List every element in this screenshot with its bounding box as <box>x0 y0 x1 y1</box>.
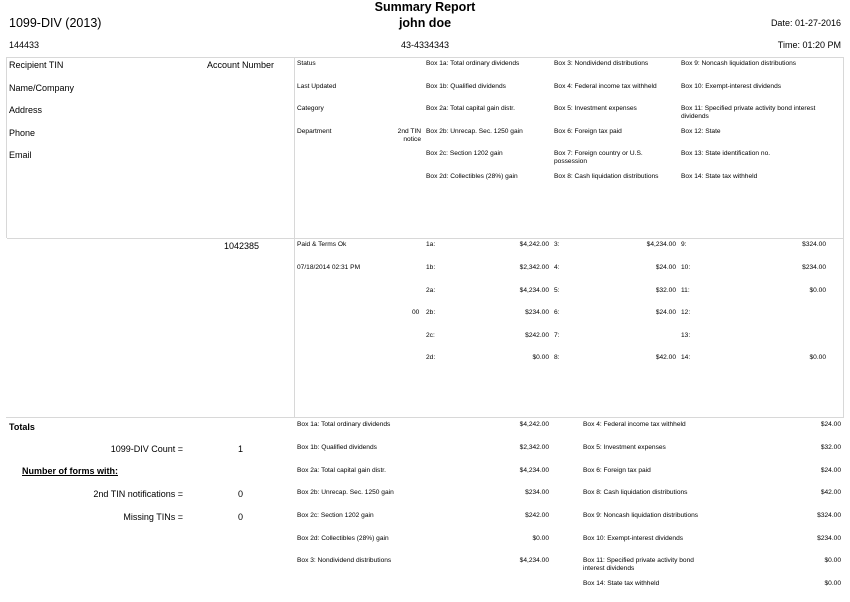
record-box-value: $242.00 <box>525 332 549 339</box>
missing-tins-value: 0 <box>238 512 244 522</box>
record-box-label: 2c: <box>426 332 435 339</box>
record-box-label: 9: <box>681 241 687 248</box>
totals-box-value: $4,234.00 <box>519 557 549 564</box>
payer-name: john doe <box>398 16 452 30</box>
record-last-updated: 07/18/2014 02:31 PM <box>297 264 361 271</box>
totals-box-value: $0.00 <box>824 557 841 564</box>
record-box-value: $4,234.00 <box>519 287 549 294</box>
second-tin-notice-label: 2nd TIN notice <box>397 128 421 143</box>
totals-box-label: Box 11: Specified private activity bond interest dividends <box>583 557 694 572</box>
totals-box-label: Box 2b: Unrecap. Sec. 1250 gain <box>297 489 394 496</box>
record-box-label: 13: <box>681 332 691 339</box>
record-box-value: $234.00 <box>802 264 826 271</box>
totals-box-value: $0.00 <box>532 535 549 542</box>
column-divider <box>294 57 295 417</box>
totals-box-value: $4,234.00 <box>519 467 549 474</box>
record-box-value: $2,342.00 <box>519 264 549 271</box>
record-box-value: $24.00 <box>655 309 676 316</box>
totals-box-label: Box 3: Nondividend distributions <box>297 557 392 564</box>
totals-box-value: $242.00 <box>525 512 549 519</box>
report-time: Time: 01:20 PM <box>777 40 841 50</box>
form-year: (2013) <box>65 16 102 30</box>
missing-tins-label: Missing TINs = <box>123 512 183 522</box>
totals-box-label: Box 14: State tax withheld <box>583 580 660 587</box>
totals-box-label: Box 5: Investment expenses <box>583 444 666 451</box>
box-header: Box 1b: Qualified dividends <box>426 83 506 90</box>
record-box-value: $4,242.00 <box>519 241 549 248</box>
report-date: Date: 01-27-2016 <box>770 18 841 28</box>
totals-box-label: Box 2c: Section 1202 gain <box>297 512 374 519</box>
box-header: Box 12: State <box>681 128 721 135</box>
totals-box-value: $24.00 <box>820 467 841 474</box>
box-header: Box 13: State identification no. <box>681 150 771 157</box>
record-box-label: 12: <box>681 309 691 316</box>
department-label: Department <box>297 128 332 135</box>
address-label: Address <box>9 105 43 115</box>
totals-box-value: $324.00 <box>817 512 841 519</box>
totals-box-value: $2,342.00 <box>519 444 549 451</box>
totals-title: Totals <box>9 422 35 432</box>
box-header: Box 1a: Total ordinary dividends <box>426 60 520 67</box>
record-box-value: $0.00 <box>809 354 826 361</box>
totals-box-label: Box 10: Exempt-interest dividends <box>583 535 684 542</box>
box-header: Box 8: Cash liquidation distributions <box>554 173 659 180</box>
second-tin-notifications-value: 0 <box>238 489 244 499</box>
payer-tin: 43-4334343 <box>400 40 450 50</box>
totals-box-label: Box 1a: Total ordinary dividends <box>297 421 391 428</box>
left-border-top <box>6 57 7 238</box>
status-label: Status <box>297 60 316 67</box>
record-box-label: 1b: <box>426 264 436 271</box>
box-header: Box 5: Investment expenses <box>554 105 637 112</box>
box-header: Box 11: Specified private activity bond interest dividends <box>681 105 816 120</box>
count-value: 1 <box>238 444 244 454</box>
record-box-value: $4,234.00 <box>646 241 676 248</box>
totals-box-value: $32.00 <box>820 444 841 451</box>
totals-divider <box>6 417 844 418</box>
last-updated-label: Last Updated <box>297 83 337 90</box>
record-box-label: 7: <box>554 332 560 339</box>
record-box-label: 6: <box>554 309 560 316</box>
record-box-value: $24.00 <box>655 264 676 271</box>
totals-box-value: $0.00 <box>824 580 841 587</box>
record-box-label: 2b: <box>426 309 436 316</box>
record-box-label: 2a: <box>426 287 436 294</box>
header-divider <box>6 57 844 58</box>
box-header: Box 14: State tax withheld <box>681 173 758 180</box>
report-title: Summary Report <box>374 0 476 14</box>
box-header: Box 7: Foreign country or U.S. possession <box>554 150 643 165</box>
totals-box-label: Box 6: Foreign tax paid <box>583 467 651 474</box>
category-label: Category <box>297 105 324 112</box>
record-second-tin-marker: 00 <box>412 309 420 316</box>
record-box-label: 4: <box>554 264 560 271</box>
payer-id: 144433 <box>9 40 40 50</box>
phone-label: Phone <box>9 128 36 138</box>
forms-with-label: Number of forms with: <box>22 466 118 476</box>
name-company-label: Name/Company <box>9 83 75 93</box>
record-box-label: 1a: <box>426 241 436 248</box>
record-box-label: 2d: <box>426 354 436 361</box>
totals-box-label: Box 4: Federal income tax withheld <box>583 421 686 428</box>
recipient-tin-label: Recipient TIN <box>9 60 64 70</box>
box-header: Box 6: Foreign tax paid <box>554 128 622 135</box>
record-account-number: 1042385 <box>224 241 260 251</box>
account-number-label: Account Number <box>207 60 275 70</box>
record-status: Paid & Terms Ok <box>297 241 347 248</box>
column-header-divider <box>6 238 844 239</box>
box-header: Box 2c: Section 1202 gain <box>426 150 503 157</box>
totals-box-label: Box 2d: Collectibles (28%) gain <box>297 535 389 542</box>
record-box-label: 8: <box>554 354 560 361</box>
record-box-value: $234.00 <box>525 309 549 316</box>
box-header: Box 4: Federal income tax withheld <box>554 83 657 90</box>
second-tin-notifications-label: 2nd TIN notifications = <box>93 489 183 499</box>
record-box-value: $0.00 <box>532 354 549 361</box>
right-border <box>843 57 844 417</box>
record-box-label: 5: <box>554 287 560 294</box>
box-header: Box 10: Exempt-interest dividends <box>681 83 782 90</box>
record-box-value: $324.00 <box>802 241 826 248</box>
totals-box-value: $42.00 <box>820 489 841 496</box>
box-header: Box 2a: Total capital gain distr. <box>426 105 515 112</box>
box-header: Box 2b: Unrecap. Sec. 1250 gain <box>426 128 523 135</box>
record-box-label: 10: <box>681 264 691 271</box>
record-box-value: $0.00 <box>809 287 826 294</box>
totals-box-label: Box 1b: Qualified dividends <box>297 444 377 451</box>
totals-box-label: Box 8: Cash liquidation distributions <box>583 489 688 496</box>
totals-box-label: Box 2a: Total capital gain distr. <box>297 467 386 474</box>
form-name: 1099-DIV <box>9 16 62 30</box>
count-label: 1099-DIV Count = <box>110 444 183 454</box>
totals-box-value: $4,242.00 <box>519 421 549 428</box>
totals-box-value: $234.00 <box>817 535 841 542</box>
record-box-label: 14: <box>681 354 691 361</box>
left-border-gap <box>6 238 7 328</box>
email-label: Email <box>9 150 32 160</box>
totals-box-value: $234.00 <box>525 489 549 496</box>
box-header: Box 3: Nondividend distributions <box>554 60 649 67</box>
box-header: Box 9: Noncash liquidation distributions <box>681 60 797 67</box>
box-header: Box 2d: Collectibles (28%) gain <box>426 173 518 180</box>
totals-box-value: $24.00 <box>820 421 841 428</box>
record-box-label: 3: <box>554 241 560 248</box>
record-box-value: $42.00 <box>655 354 676 361</box>
record-box-label: 11: <box>681 287 690 294</box>
totals-box-label: Box 9: Noncash liquidation distributions <box>583 512 699 519</box>
record-box-value: $32.00 <box>655 287 676 294</box>
